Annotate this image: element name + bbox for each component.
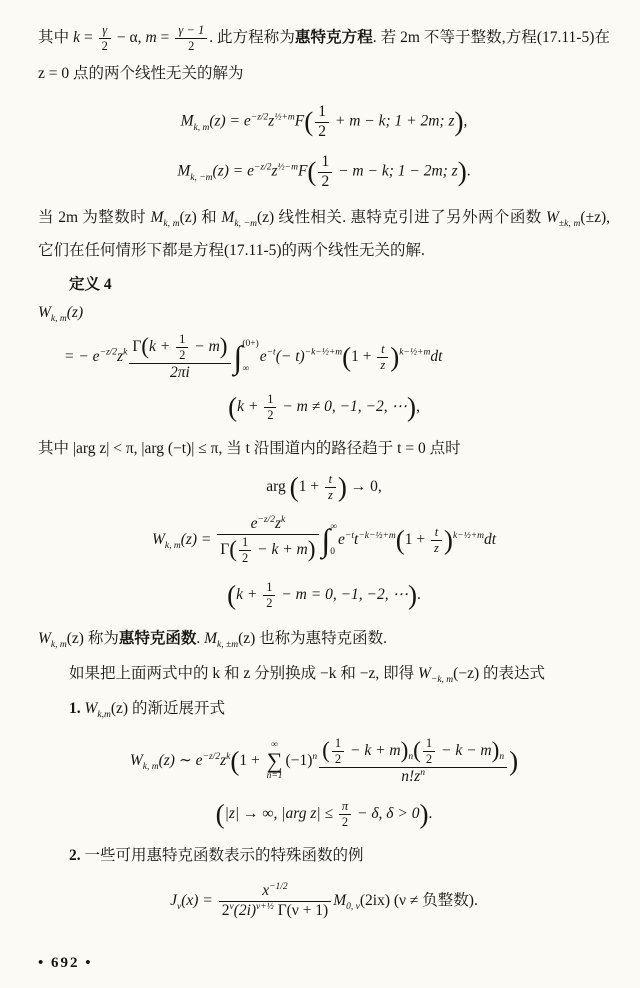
fraction-t-over-z [431,525,442,556]
integral-upper-limit: ∞ [330,522,338,533]
math-run: k + [149,337,175,355]
pochhammer-index: n [408,752,414,763]
fraction-gamma-minus-1-over-2 [175,23,207,54]
frac-den: 2 [318,122,326,140]
var-z: z [268,112,275,130]
var-W: W [38,629,51,647]
exponent: −z/2 [250,112,269,123]
math-run: − k + m [253,540,308,558]
fraction-pi-over-2 [339,799,351,830]
big-paren-close: ) [454,106,464,137]
frac-den: z [327,488,333,503]
exponent: k [226,751,231,762]
text-run: = [80,29,97,46]
var-M: M [150,208,164,226]
fraction-gamma-over-2 [99,23,111,54]
exponent: −z/2 [254,162,272,173]
big-paren-open: ( [228,392,238,423]
var-z: z [274,515,281,533]
differential: dt [483,530,497,548]
text-run: (z) 和 [179,208,222,226]
var-e: e [338,530,345,548]
math-run: 1 + [351,347,376,365]
math-run: (2ix) (ν ≠ 负整数) [359,891,474,909]
formula-asymptotic-condition [38,799,610,830]
math-run: (z) ∼ e [158,751,203,769]
fraction-one-half [315,103,329,141]
var-F: F [294,112,305,130]
var-M: M [204,629,218,647]
frac-num: t [325,472,336,488]
paragraph-naming [38,623,610,656]
exponent: −t [266,347,276,358]
paragraph-substitution [38,658,610,691]
big-paren-open: ( [322,737,330,764]
integral-limits [330,523,337,557]
big-paren-close: ) [408,579,418,610]
big-paren-open: ( [289,471,299,502]
big-paren-close: ) [400,737,409,764]
contour-integral [234,340,259,374]
math-run: k + [237,398,263,416]
math-run: (x) = [181,891,217,909]
exponent: −z/2 [257,515,275,526]
frac-num: 1 [264,392,276,408]
item-asymptotic-heading [38,693,610,726]
frac-den: 2πi [170,363,190,381]
math-run: 1 + [239,751,264,769]
function-arg: arg [266,478,290,496]
var-W: W [129,751,143,769]
big-paren-close: ) [407,392,417,423]
formula-bessel [38,882,610,921]
paragraph-dependence [38,202,610,268]
frac-num [129,332,230,364]
var-m: m [145,29,157,46]
frac-den: z [434,540,439,555]
integral-upper-limit: (0+) [242,339,259,350]
big-paren-close: ) [457,157,467,188]
exponent: n [420,767,425,778]
exponent: k−½+m [452,530,484,541]
sum-upper-limit: ∞ [271,739,278,750]
exponent: −k−½+m [304,347,343,358]
text-run: 其中 [38,29,74,46]
big-paren-close: ) [219,333,228,360]
text-run: 当 2m 为整数时 [38,208,151,226]
frac-den: 2 [267,408,274,423]
var-W: W [151,530,165,548]
var-M: M [177,163,191,181]
frac-den: 2 [101,38,108,53]
big-paren-open: ( [342,341,352,372]
text-run: (±z), 它们在任何情形下都是方程(17.11-5)的两个线性无关的解. [38,208,610,259]
math-run: 1 + [298,478,323,496]
punct: . [466,163,471,181]
var-W: W [84,699,98,717]
subscript: k, m [193,123,210,134]
frac-num: 1 [263,580,275,596]
math-run: − k + m [346,741,401,759]
heading-text: 定义 4 [69,276,112,294]
math-run: (− t) [275,347,305,365]
var-J: J [170,891,178,909]
math-run: 1 + [404,530,430,548]
punct: . [417,585,421,603]
subscript: k, m [50,639,67,650]
sum-lower-limit: n=1 [266,771,283,782]
exponent: n [312,751,318,762]
subscript: k, m [164,541,181,552]
fraction-bessel [219,882,332,921]
frac-num [219,882,332,902]
subscript: k, ±m [217,639,239,650]
subscript: k, m [142,761,159,772]
exponent: k [281,515,286,526]
page-number: • 692 • [38,955,93,971]
exponent: k [123,347,128,358]
math-run: Γ(ν + 1) [273,902,329,920]
exponent: ½+m [274,112,295,123]
big-paren-close: ) [337,471,347,502]
punct: , [416,398,420,416]
formula-m-plus [38,103,610,141]
big-paren-close: ) [390,341,400,372]
sum-sigma: ∑ [266,748,283,774]
formula-m-minus [38,153,610,191]
fraction-e-over-gamma [217,515,318,566]
punct: , [463,112,468,130]
text-run: (−z) 的表达式 [453,664,545,682]
frac-num: t [377,342,388,358]
formula-constraint-2 [38,580,610,611]
frac-num: γ [99,23,111,39]
big-paren-open: ( [215,798,225,829]
math-run: − m = 0, −1, −2, ⋯ [277,585,408,603]
var-t: t [354,530,359,548]
math-run: → 0, [346,478,382,496]
bold-term-whittaker-equation: 惠特克方程 [294,29,373,46]
integral-zero-to-infinity [322,523,338,557]
big-paren-open: ( [304,106,314,137]
frac-den: 2 [188,38,195,53]
var-W: W [418,664,431,682]
var-e: e [250,515,258,533]
text-run: 其中 |arg z| < π, |arg (−t)| ≤ π, 当 t 沿围道内的路径趋于 t = 0 点时 [38,440,461,458]
math-run: − m − k; 1 − 2m; z [334,163,458,181]
text-run: . 此方程称为 [209,29,295,46]
subscript: k, m [163,218,180,229]
var-k: k [73,29,80,46]
paragraph-arg-condition [38,433,610,466]
big-paren-open: ( [141,333,150,360]
exponent: −1/2 [269,882,288,893]
text-run: = [156,29,174,46]
integral-lower-limit: 0 [330,546,336,557]
pochhammer-index: n [499,752,505,763]
integral-sign: ∫ [233,339,243,376]
frac-num: 1 [318,153,332,173]
text-run: (z) 称为 [66,629,119,647]
frac-den: 2 [266,595,273,610]
exponent: −z/2 [202,751,221,762]
frac-num: π [339,799,351,815]
subscript: k, m [50,313,67,324]
integral-limits [242,340,258,374]
fraction-one-half [263,580,275,611]
exponent: −k−½+m [358,530,396,541]
fraction-t-over-z [377,342,388,373]
text-run: (z) = e [209,112,251,130]
formula-constraint-1 [38,392,610,423]
big-paren-open: ( [227,579,237,610]
math-run: − m [190,337,220,355]
frac-den: z [380,357,386,372]
big-paren-open: ( [230,745,240,776]
fraction-one-half [423,736,435,767]
math-run: (2i) [233,902,257,920]
text-run: (z) 也称为惠特克函数. [238,629,388,647]
frac-num: 1 [176,332,188,348]
fraction-one-half [176,332,188,363]
item-number: 1. [69,699,85,717]
formula-w-definition [64,332,610,383]
formula-asymptotic [38,736,610,787]
frac-num [319,736,507,768]
frac-num: γ − 1 [175,23,207,39]
fraction-one-half [264,392,276,423]
text-run: . [196,629,205,647]
text-run: (z) 线性相关. 惠特克引进了另外两个函数 [257,208,546,226]
var-M: M [180,112,194,130]
big-paren-close: ) [491,737,500,764]
big-paren-close: ) [509,745,519,776]
text-run: 一些可用惠特克函数表示的特殊函数的例 [84,846,364,864]
formula-arg-limit [38,472,610,503]
fraction-one-half [239,535,251,566]
exponent: −t [344,530,354,541]
bold-term-whittaker-function: 惠特克函数 [118,629,197,647]
math-run: n!z [401,768,421,786]
math-run: 2 [221,902,230,920]
punct: . [473,891,478,909]
fraction-one-half [318,153,332,191]
fraction-t-over-z [325,472,336,503]
frac-den: 2 [334,751,342,766]
math-run: − k − m [437,741,492,759]
big-paren-close: ) [443,524,453,555]
frac-den [319,768,507,787]
fraction-pochhammer [319,736,507,787]
var-x: x [262,882,270,900]
big-paren-open: ( [413,737,421,764]
text-run: (z) 的渐近展开式 [110,699,225,717]
var-M: M [333,891,347,909]
var-W: W [546,208,559,226]
frac-num: t [431,525,442,541]
gamma-symbol: Γ [220,540,230,558]
formula-w-integral [38,515,610,566]
subscript: −k, m [430,674,454,685]
math-run: = − e [64,347,100,365]
math-run: (z) [66,303,84,321]
punct: . [428,804,433,822]
var-z: z [220,751,227,769]
gamma-symbol: Γ [132,337,142,355]
frac-den [219,902,332,921]
var-z: z [117,347,124,365]
exponent: k−½+m [399,347,431,358]
fraction-one-half [332,736,344,767]
big-paren-open: ( [307,157,317,188]
item-number: 2. [69,846,85,864]
var-M: M [221,208,235,226]
frac-den [217,535,318,566]
frac-den: 2 [321,173,330,191]
text-run: (z) = e [212,163,254,181]
frac-den: 2 [242,550,249,565]
text-run: − α, [112,29,146,46]
math-run: − m ≠ 0, −1, −2, ⋯ [278,398,408,416]
var-F: F [297,163,308,181]
var-z: z [271,163,278,181]
var-e: e [259,347,267,365]
subscript: k,m [97,709,111,720]
subscript: 0, ν [346,902,360,913]
frac-den: 2 [179,347,186,362]
subscript: k, −m [234,218,257,229]
exponent: ν+½ [256,901,274,912]
var-W: W [38,303,51,321]
frac-num: 1 [315,103,329,123]
math-run: + m − k; 1 + 2m; z [330,112,455,130]
paragraph-intro [38,20,610,91]
item-special-functions-heading [38,840,610,873]
frac-den: 2 [425,751,433,766]
definition-heading [38,269,610,302]
subscript: ν [177,902,182,913]
exponent: ν [229,901,234,912]
text-run: 如果把上面两式中的 k 和 z 分别换成 −k 和 −z, 即得 [69,664,418,682]
subscript: ±k, m [558,218,581,229]
summation [267,741,283,782]
exponent: ½−m [277,162,298,173]
math-run: (−1) [285,751,313,769]
differential: dt [430,347,443,365]
big-paren-close: ) [419,798,429,829]
frac-num [217,515,318,535]
math-run: k + [236,585,262,603]
frac-num: 1 [423,736,435,752]
frac-num: 1 [239,535,251,551]
fraction-gamma-over-2pii [129,332,230,383]
integral-sign: ∫ [321,522,331,559]
big-paren-open: ( [395,524,405,555]
frac-num: 1 [332,736,344,752]
math-run: (z) = [180,530,216,548]
subscript: k, −m [190,173,213,184]
math-run: − δ, δ > 0 [353,804,420,822]
text-run: . 若 2m 不等于整数,方程(17.11-5)在 z = 0 点的两个线性无关的解为 [38,29,610,82]
frac-den: 2 [341,814,349,829]
formula-w-lhs [38,304,610,324]
big-paren-close: ) [307,536,316,563]
integral-lower-limit: ∞ [242,363,250,374]
math-run: |z| → ∞, |arg z| ≤ [224,804,337,822]
big-paren-open: ( [229,536,237,563]
exponent: −z/2 [99,347,118,358]
